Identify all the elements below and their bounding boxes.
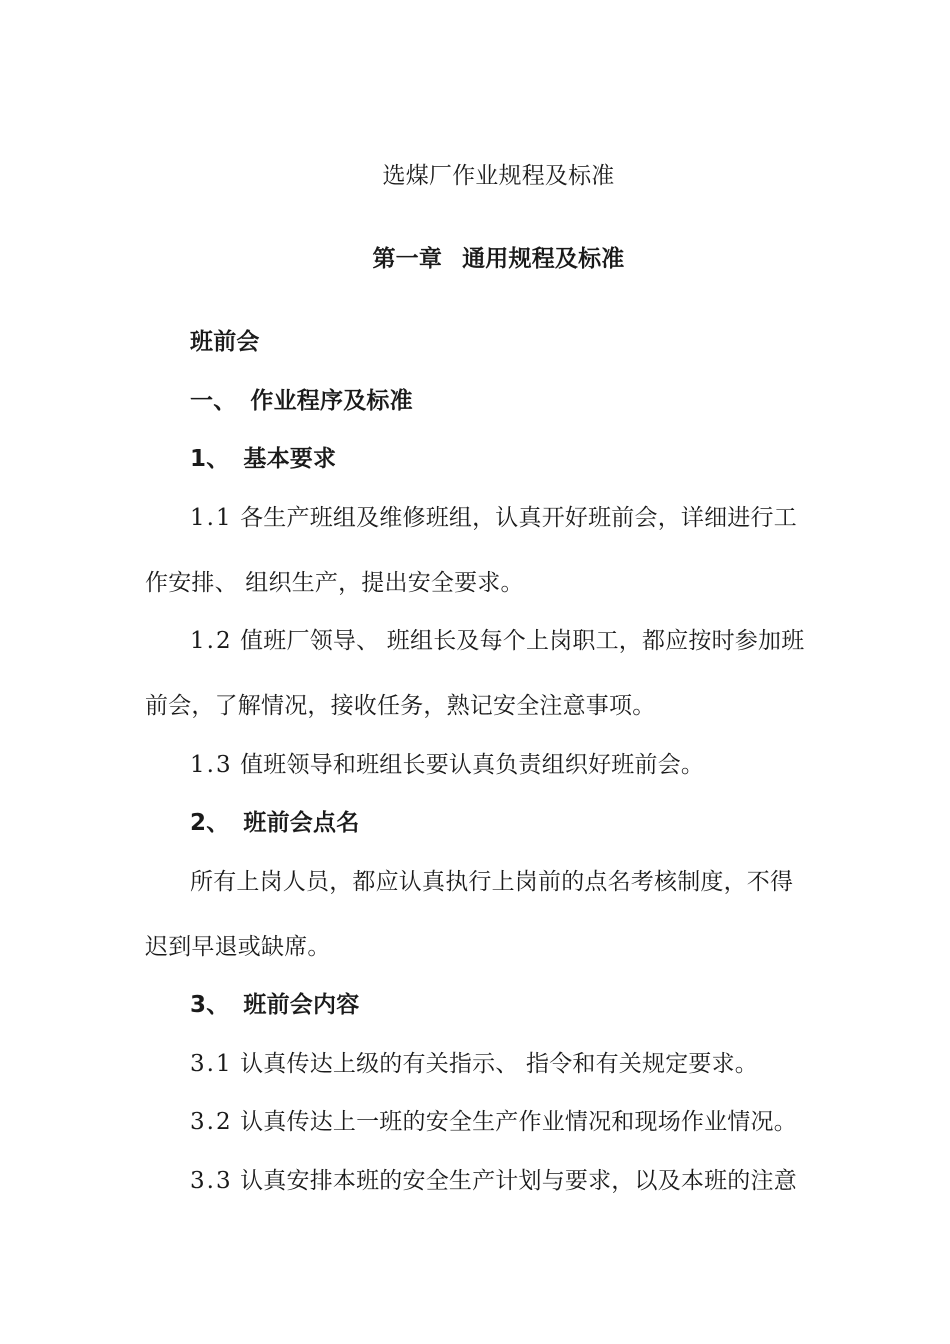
paragraph-2-line-1: 所有上岗人员，都应认真执行上岗前的点名考核制度，不得 xyxy=(190,869,794,895)
item-1-title: 基本要求 xyxy=(243,446,337,472)
chapter-number: 第一章 xyxy=(372,246,443,272)
paragraph-1-1-line-1 xyxy=(190,503,797,533)
paragraph-1-2-line-2: 前会，了解情况，接收任务，熟记安全注意事项。 xyxy=(145,693,656,719)
item-3-marker: 3、 xyxy=(190,992,230,1018)
item-3-heading xyxy=(190,990,359,1020)
part-one-heading xyxy=(190,386,413,416)
item-2-title: 班前会点名 xyxy=(243,810,360,836)
paragraph-3-1-text: 认真传达上级的有关指示、 指令和有关规定要求。 xyxy=(240,1051,759,1077)
paragraph-3-3-text: 认真安排本班的安全生产计划与要求，以及本班的注意 xyxy=(240,1168,797,1194)
part-one-title: 作业程序及标准 xyxy=(250,388,413,414)
paragraph-3-2-line-1 xyxy=(190,1107,797,1137)
paragraph-1-3-line-1 xyxy=(190,750,704,780)
item-3-title: 班前会内容 xyxy=(243,992,360,1018)
paragraph-3-2-number: 3.2 xyxy=(190,1109,233,1135)
document-title: 选煤厂作业规程及标准 xyxy=(382,163,615,189)
paragraph-1-1-text: 各生产班组及维修班组，认真开好班前会，详细进行工 xyxy=(240,505,797,531)
item-2-heading xyxy=(190,808,359,838)
paragraph-1-2-line-1 xyxy=(190,626,804,656)
paragraph-3-1-number: 3.1 xyxy=(190,1051,233,1077)
chapter-heading xyxy=(0,244,950,274)
paragraph-1-3-text: 值班领导和班组长要认真负责组织好班前会。 xyxy=(240,752,705,778)
section-title: 班前会 xyxy=(190,329,260,355)
paragraph-2-line-2: 迟到早退或缺席。 xyxy=(145,934,331,960)
item-1-heading xyxy=(190,444,336,474)
chapter-name: 通用规程及标准 xyxy=(462,246,625,272)
paragraph-1-1-number: 1.1 xyxy=(190,505,233,531)
paragraph-3-3-line-1 xyxy=(190,1166,797,1196)
paragraph-3-3-number: 3.3 xyxy=(190,1168,233,1194)
part-one-marker: 一、 xyxy=(190,388,237,414)
paragraph-1-1-line-2: 作安排、 组织生产，提出安全要求。 xyxy=(145,570,524,596)
item-2-marker: 2、 xyxy=(190,810,230,836)
paragraph-3-1-line-1 xyxy=(190,1049,758,1079)
item-1-marker: 1、 xyxy=(190,446,230,472)
paragraph-1-2-text: 值班厂领导、 班组长及每个上岗职工，都应按时参加班 xyxy=(240,628,805,654)
paragraph-3-2-text: 认真传达上一班的安全生产作业情况和现场作业情况。 xyxy=(240,1109,797,1135)
paragraph-1-2-number: 1.2 xyxy=(190,628,233,654)
paragraph-1-3-number: 1.3 xyxy=(190,752,233,778)
